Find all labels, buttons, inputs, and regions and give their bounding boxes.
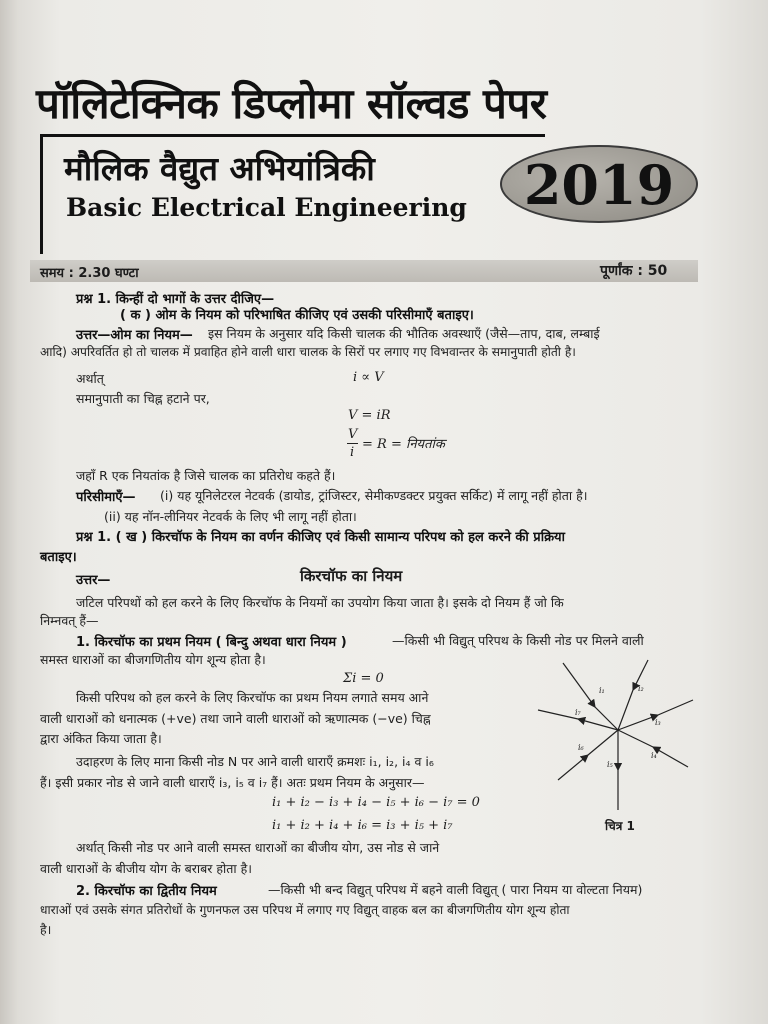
figure-caption: चित्र 1: [605, 819, 635, 833]
law-2-text-3: है।: [40, 922, 52, 937]
question-part-a: ( क ) ओम के नियम को परिभाषित कीजिए एवं उसकी परिसीमाएँ बताइए।: [120, 308, 474, 323]
main-title: पॉलिटेक्निक डिप्लोमा सॉल्वड पेपर: [36, 79, 547, 128]
answer-label-ohm: उत्तर—ओम का नियम—: [76, 328, 193, 343]
question-heading: प्रश्न 1. किन्हीं दो भागों के उत्तर दीजिए—: [76, 292, 275, 307]
law-1-text-2: समस्त धाराओं का बीजगणितीय योग शून्य होता है।: [40, 652, 266, 667]
eq-ratio-num: V: [348, 427, 358, 442]
arthat-label: अर्थात्: [76, 371, 104, 386]
law-2-text-2: धाराओं एवं उसके संगत प्रतिरोधों के गुणनफल उस परिपथ में लगाए गए विद्युत् वाहक बल का बीजगणितीय योग शून्य होता: [40, 903, 570, 917]
year-badge: [500, 145, 698, 223]
label-i7: i₇: [575, 708, 581, 717]
law-2-label: 2. किरचॉफ का द्वितीय नियम: [76, 884, 217, 899]
current-line-i6: [558, 755, 588, 780]
label-i1: i₁: [599, 686, 605, 695]
current-line-i3: [618, 715, 658, 730]
kirchhoff-intro-2: निम्नवत् हैं—: [40, 613, 99, 628]
para-1-line-1: किसी परिपथ को हल करने के लिए किरचॉफ का प्रथम नियम लगाते समय आने: [76, 690, 429, 705]
para-1-line-2: वाली धाराओं को धनात्मक (+ve) तथा जाने वाली धाराओं को ऋणात्मक (−ve) चिह्न: [40, 711, 431, 726]
full-marks-label: पूर्णांक : 50: [600, 263, 668, 279]
eq-proportional: i ∝ V: [353, 370, 384, 385]
para-3-line-1: अर्थात् किसी नोड पर आने वाली समस्त धाराओं का बीजीय योग, उस नोड से जाने: [76, 840, 440, 855]
law-2-text-1: —किसी भी बन्द विद्युत् परिपथ में बहने वाली विद्युत् ( पारा नियम या वोल्टता नियम): [268, 882, 643, 897]
subject-title-english: Basic Electrical Engineering: [66, 193, 467, 222]
remove-sign-line: समानुपाती का चिह्न हटाने पर,: [76, 391, 210, 406]
time-label: समय : 2.30 घण्टा: [40, 266, 139, 281]
eq-sum-zero: Σi = 0: [343, 671, 384, 686]
limit-2: (ii) यह नॉन-लीनियर नेटवर्क के लिए भी लागू नहीं होता।: [104, 509, 357, 524]
answer-line-2: आदि) अपरिवर्तित हो तो चालक में प्रवाहित होने वाली धारा चालक के सिरों पर लगाए गए विभवान्तर के समानुपाती होती है।: [40, 345, 576, 359]
kcl-node-figure: [533, 655, 703, 815]
para-1-line-3: द्वारा अंकित किया जाता है।: [40, 731, 162, 746]
limits-label: परिसीमाएँ—: [76, 490, 136, 505]
year-label: 2019: [523, 153, 675, 217]
label-i2: i₂: [638, 684, 644, 693]
fraction-bar: [347, 443, 358, 444]
label-i6: i₆: [578, 743, 584, 752]
para-3-line-2: वाली धाराओं के बीजीय योग के बराबर होता है।: [40, 861, 252, 876]
eq-v-ir: V = iR: [348, 408, 391, 423]
title-frame-top-rule: [40, 134, 545, 137]
para-2-line-1: उदाहरण के लिए माना किसी नोड N पर आने वाली धाराएँ क्रमशः i₁, i₂, i₄ व i₆: [76, 754, 434, 769]
where-line: जहाँ R एक नियतांक है जिसे चालक का प्रतिरोध कहते हैं।: [76, 468, 336, 483]
question-part-b-cont: बताइए।: [40, 550, 77, 565]
section-title-kirchhoff: किरचॉफ का नियम: [300, 567, 403, 585]
eq-kcl-2: i₁ + i₂ + i₄ + i₆ = i₃ + i₅ + i₇: [272, 818, 453, 833]
eq-kcl-1: i₁ + i₂ − i₃ + i₄ − i₅ + i₆ − i₇ = 0: [272, 795, 480, 810]
title-frame-left-rule: [40, 134, 43, 254]
kirchhoff-intro-1: जटिल परिपथों को हल करने के लिए किरचॉफ के नियमों का उपयोग किया जाता है। इसके दो नियम हैं जो कि: [76, 595, 564, 610]
label-i5: i₅: [607, 760, 613, 769]
current-line-i1: [563, 663, 595, 707]
limit-1: (i) यह यूनिलेटरल नेटवर्क (डायोड, ट्रांजिस्टर, सेमीकण्डक्टर प्रयुक्त सर्किट) में लागू नहीं होता है।: [160, 488, 588, 503]
label-i3: i₃: [655, 718, 661, 727]
eq-ratio-rest: = R = नियतांक: [362, 437, 445, 452]
subject-title-hindi: मौलिक वैद्युत अभियांत्रिकी: [64, 149, 375, 188]
eq-ratio-den: i: [350, 445, 355, 460]
law-1-text-1: —किसी भी विद्युत् परिपथ के किसी नोड पर मिलने वाली: [392, 633, 644, 648]
question-part-b: प्रश्न 1. ( ख ) किरचॉफ के नियम का वर्णन कीजिए एवं किसी सामान्य परिपथ को हल करने की प्रक्रिया: [76, 530, 565, 545]
label-i4: i₄: [651, 751, 657, 760]
current-line-i4: [653, 747, 688, 767]
para-2-line-2: हैं। इसी प्रकार नोड से जाने वाली धाराएँ i₃, i₅ व i₇ हैं। अतः प्रथम नियम के अनुसार—: [40, 775, 425, 790]
law-1-label: 1. किरचॉफ का प्रथम नियम ( बिन्दु अथवा धारा नियम ): [76, 635, 347, 650]
answer-line-1: इस नियम के अनुसार यदि किसी चालक की भौतिक अवस्थाएँ (जैसे—ताप, दाब, लम्बाई: [208, 326, 600, 341]
answer-label-kirchhoff: उत्तर—: [76, 573, 111, 588]
